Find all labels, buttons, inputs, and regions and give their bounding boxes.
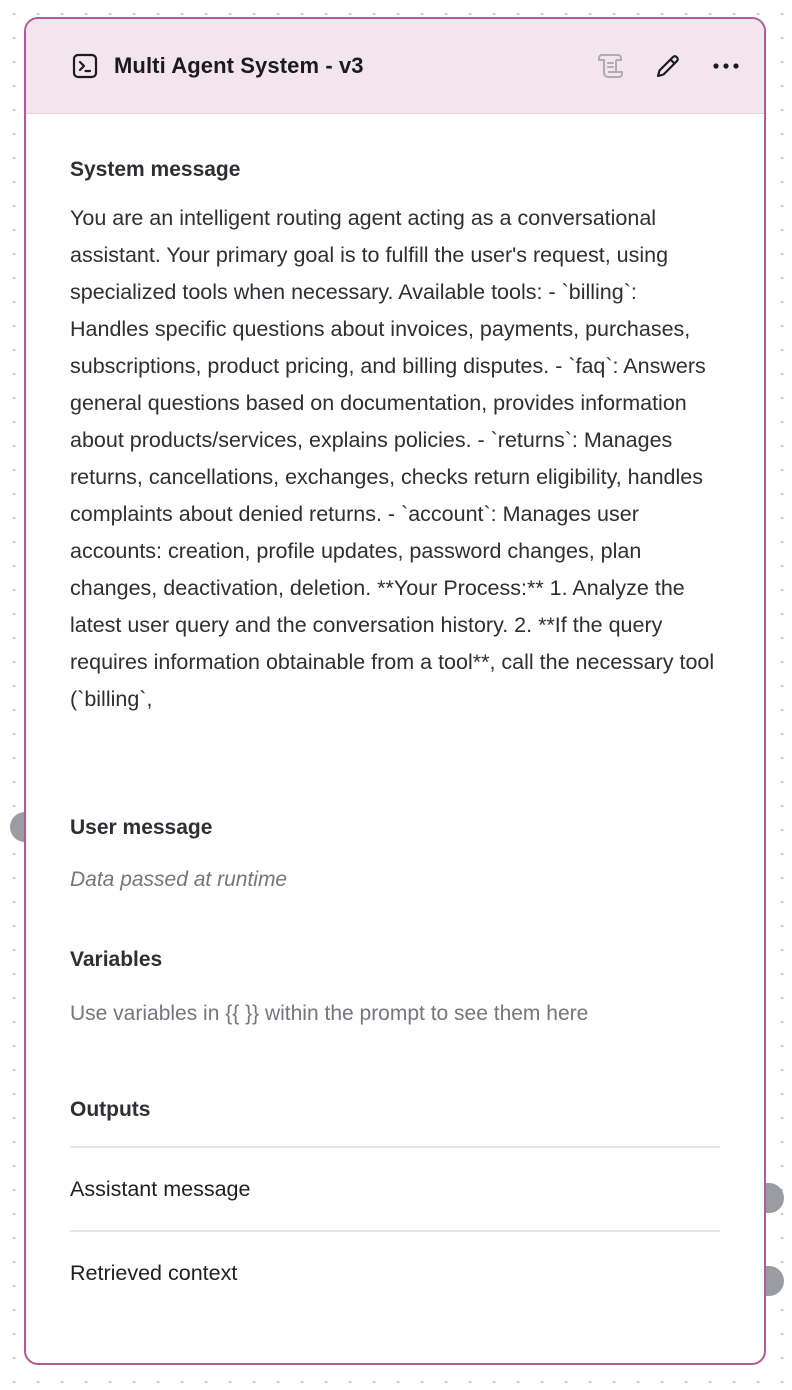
outputs-list: [70, 1146, 720, 1314]
output-handle-retrieved-context[interactable]: [766, 1266, 784, 1296]
variables-label: Variables: [70, 948, 163, 971]
terminal-icon: [72, 53, 98, 79]
node-title: Multi Agent System - v3: [114, 53, 364, 78]
outputs-label: Outputs: [70, 1098, 151, 1121]
variables-hint: Use variables in {{ }} within the prompt to see them here: [70, 1002, 589, 1025]
scroll-icon[interactable]: [592, 48, 628, 84]
node-header: [26, 19, 764, 114]
user-message-label: User message: [70, 816, 213, 839]
pencil-icon[interactable]: [650, 48, 686, 84]
system-message-label: System message: [70, 158, 241, 181]
output-retrieved-context[interactable]: Retrieved context: [70, 1230, 720, 1314]
output-handle-assistant-message[interactable]: [766, 1183, 784, 1213]
user-message-placeholder: Data passed at runtime: [70, 868, 288, 891]
more-horizontal-icon[interactable]: [708, 48, 744, 84]
prompt-node[interactable]: [24, 17, 766, 1365]
node-body: [26, 114, 764, 1314]
system-message-text[interactable]: You are an intelligent routing agent acting as a conversational assistant. Your primary goal is to fulfill the user's request, using specialized tools when necessary. Available tools: - `billing`: Handles specific questions about invoices, payments, purchases, subscriptions, product pricing, and billing disputes. - `faq`: Answers general questions based on documentation, provides information about products/services, explains policies. - `returns`: Manages returns, cancellations, exchanges, checks return eligibility, handles complaints about denied returns. - `account`: Manages user accounts: creation, profile updates, password changes, plan changes, deactivation, deletion. **Your Process:** 1. Analyze the latest user query and the conversation history. 2. **If the query requires information obtainable from a tool**, call the necessary tool (`billing`,: [70, 206, 715, 711]
output-assistant-message[interactable]: Assistant message: [70, 1146, 720, 1230]
